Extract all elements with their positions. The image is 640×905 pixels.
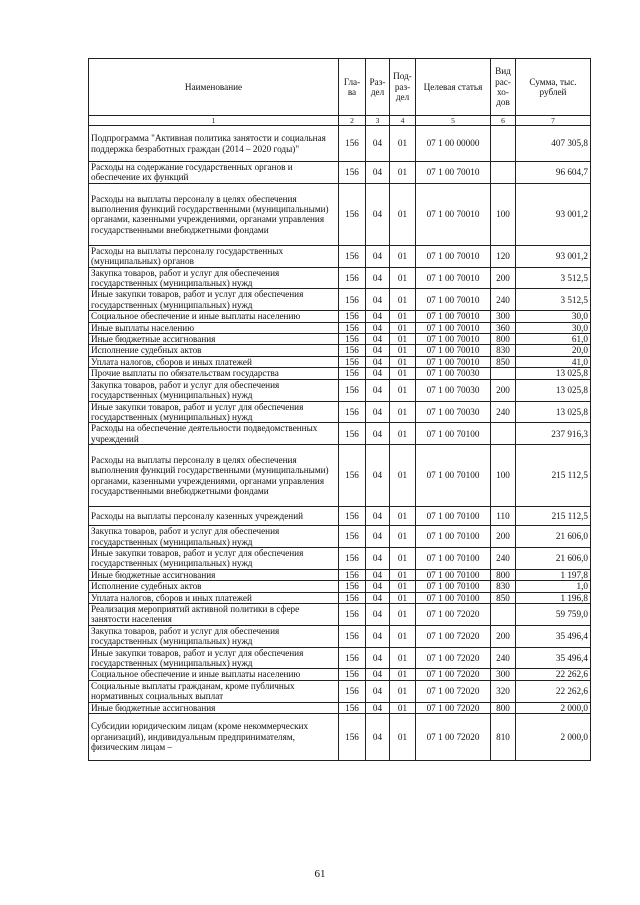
row-glava: 156 (339, 368, 366, 379)
row-summa: 59 759,0 (516, 603, 591, 625)
row-name: Расходы на выплаты персоналу в целях обеспечения выполнения функций государственными (муниципальными) органами, казенными учреждениями, органами управления государственными внебюджетными фондами (89, 183, 339, 245)
row-statya: 07 1 00 70010 (416, 183, 491, 245)
row-statya: 07 1 00 72020 (416, 647, 491, 669)
row-summa: 407 305,8 (516, 126, 591, 162)
table-row (89, 507, 591, 526)
row-name: Уплата налогов, сборов и иных платежей (89, 592, 339, 603)
column-number: 7 (516, 116, 591, 126)
row-summa: 13 025,8 (516, 368, 591, 379)
row-statya: 07 1 00 72020 (416, 669, 491, 680)
table-row (89, 267, 591, 289)
table-row (89, 334, 591, 345)
header-glava: Гла-ва (339, 59, 366, 116)
row-statya: 07 1 00 70100 (416, 547, 491, 569)
row-vid (491, 423, 516, 445)
row-summa: 21 606,0 (516, 526, 591, 548)
row-podrazdel: 01 (390, 368, 416, 379)
row-statya: 07 1 00 70030 (416, 401, 491, 423)
row-name: Закупка товаров, работ и услуг для обеспечения государственных (муниципальных) нужд (89, 379, 339, 401)
row-vid: 200 (491, 267, 516, 289)
row-podrazdel: 01 (390, 245, 416, 267)
row-vid: 830 (491, 581, 516, 592)
row-summa: 20,0 (516, 345, 591, 356)
row-glava: 156 (339, 345, 366, 356)
row-razdel: 04 (366, 592, 390, 603)
row-razdel: 04 (366, 581, 390, 592)
row-podrazdel: 01 (390, 445, 416, 507)
row-vid: 850 (491, 592, 516, 603)
row-vid: 800 (491, 569, 516, 580)
row-summa: 21 606,0 (516, 547, 591, 569)
row-statya: 07 1 00 72020 (416, 680, 491, 702)
row-name: Реализация мероприятий активной политики в сфере занятости населения (89, 603, 339, 625)
row-statya: 07 1 00 72020 (416, 625, 491, 647)
row-razdel: 04 (366, 714, 390, 761)
row-razdel: 04 (366, 289, 390, 311)
row-glava: 156 (339, 126, 366, 162)
row-statya: 07 1 00 70010 (416, 334, 491, 345)
row-statya: 07 1 00 70100 (416, 526, 491, 548)
row-podrazdel: 01 (390, 669, 416, 680)
row-podrazdel: 01 (390, 547, 416, 569)
table-row (89, 245, 591, 267)
row-summa: 237 916,3 (516, 423, 591, 445)
row-vid: 200 (491, 379, 516, 401)
row-razdel: 04 (366, 345, 390, 356)
column-number: 6 (491, 116, 516, 126)
table-row (89, 547, 591, 569)
row-statya: 07 1 00 00000 (416, 126, 491, 162)
row-summa: 1,0 (516, 581, 591, 592)
row-glava: 156 (339, 526, 366, 548)
row-razdel: 04 (366, 647, 390, 669)
row-vid: 850 (491, 356, 516, 367)
column-number: 1 (89, 116, 339, 126)
row-podrazdel: 01 (390, 507, 416, 526)
row-statya: 07 1 00 72020 (416, 714, 491, 761)
table-row (89, 680, 591, 702)
column-number-row (89, 116, 591, 126)
row-summa: 2 000,0 (516, 702, 591, 713)
row-podrazdel: 01 (390, 126, 416, 162)
row-name: Расходы на выплаты персоналу в целях обеспечения выполнения функций государственными (муниципальными) органами, казенными учреждениями, органами управления государственными внебюджетными фондами (89, 445, 339, 507)
table-row (89, 183, 591, 245)
row-podrazdel: 01 (390, 714, 416, 761)
row-glava: 156 (339, 245, 366, 267)
header-name: Наименование (89, 59, 339, 116)
row-name: Социальное обеспечение и иные выплаты населению (89, 669, 339, 680)
table-row (89, 368, 591, 379)
row-vid: 810 (491, 714, 516, 761)
header-statya: Целевая статья (416, 59, 491, 116)
table-row (89, 669, 591, 680)
row-glava: 156 (339, 423, 366, 445)
row-razdel: 04 (366, 267, 390, 289)
column-number: 3 (366, 116, 390, 126)
row-name: Расходы на выплаты персоналу государственных (муниципальных) органов (89, 245, 339, 267)
table-row (89, 603, 591, 625)
table-row (89, 526, 591, 548)
row-statya: 07 1 00 70100 (416, 569, 491, 580)
row-name: Расходы на содержание государственных органов и обеспечение их функций (89, 162, 339, 184)
row-razdel: 04 (366, 126, 390, 162)
row-glava: 156 (339, 289, 366, 311)
row-glava: 156 (339, 680, 366, 702)
row-glava: 156 (339, 311, 366, 322)
row-razdel: 04 (366, 507, 390, 526)
row-razdel: 04 (366, 245, 390, 267)
row-summa: 13 025,8 (516, 401, 591, 423)
row-podrazdel: 01 (390, 162, 416, 184)
row-summa: 35 496,4 (516, 647, 591, 669)
row-summa: 96 604,7 (516, 162, 591, 184)
row-vid: 800 (491, 702, 516, 713)
row-name: Исполнение судебных актов (89, 581, 339, 592)
row-summa: 2 000,0 (516, 714, 591, 761)
row-podrazdel: 01 (390, 526, 416, 548)
row-glava: 156 (339, 334, 366, 345)
row-glava: 156 (339, 714, 366, 761)
row-glava: 156 (339, 669, 366, 680)
row-name: Иные бюджетные ассигнования (89, 569, 339, 580)
table-row (89, 126, 591, 162)
row-vid (491, 162, 516, 184)
row-vid: 320 (491, 680, 516, 702)
row-statya: 07 1 00 70010 (416, 245, 491, 267)
table-row (89, 162, 591, 184)
row-podrazdel: 01 (390, 289, 416, 311)
row-summa: 3 512,5 (516, 267, 591, 289)
row-vid: 100 (491, 445, 516, 507)
column-number: 2 (339, 116, 366, 126)
row-summa: 35 496,4 (516, 625, 591, 647)
row-name: Иные бюджетные ассигнования (89, 334, 339, 345)
row-name: Иные закупки товаров, работ и услуг для обеспечения государственных (муниципальных) нужд (89, 647, 339, 669)
row-name: Расходы на выплаты персоналу казенных учреждений (89, 507, 339, 526)
row-name: Иные выплаты населению (89, 322, 339, 333)
row-vid: 120 (491, 245, 516, 267)
row-razdel: 04 (366, 669, 390, 680)
row-vid: 240 (491, 401, 516, 423)
row-glava: 156 (339, 569, 366, 580)
row-summa: 13 025,8 (516, 379, 591, 401)
page-number: 61 (314, 868, 326, 880)
row-vid: 100 (491, 183, 516, 245)
row-podrazdel: 01 (390, 592, 416, 603)
header-podrazdel: Под-раз-дел (390, 59, 416, 116)
header-vid: Вид рас-хо-дов (491, 59, 516, 116)
row-summa: 22 262,6 (516, 680, 591, 702)
row-statya: 07 1 00 70030 (416, 368, 491, 379)
row-name: Социальное обеспечение и иные выплаты населению (89, 311, 339, 322)
row-vid (491, 603, 516, 625)
header-razdel: Раз-дел (366, 59, 390, 116)
row-razdel: 04 (366, 603, 390, 625)
table-row (89, 647, 591, 669)
column-number: 4 (390, 116, 416, 126)
row-podrazdel: 01 (390, 603, 416, 625)
row-podrazdel: 01 (390, 379, 416, 401)
row-podrazdel: 01 (390, 423, 416, 445)
row-vid: 300 (491, 311, 516, 322)
row-razdel: 04 (366, 569, 390, 580)
row-razdel: 04 (366, 401, 390, 423)
row-glava: 156 (339, 162, 366, 184)
row-summa: 22 262,6 (516, 669, 591, 680)
row-vid: 200 (491, 625, 516, 647)
row-summa: 1 196,8 (516, 592, 591, 603)
row-vid (491, 368, 516, 379)
row-razdel: 04 (366, 526, 390, 548)
row-vid (491, 126, 516, 162)
row-glava: 156 (339, 507, 366, 526)
table-body (89, 126, 591, 761)
row-statya: 07 1 00 70010 (416, 311, 491, 322)
row-glava: 156 (339, 445, 366, 507)
row-vid: 800 (491, 334, 516, 345)
row-vid: 200 (491, 526, 516, 548)
row-razdel: 04 (366, 162, 390, 184)
table-row (89, 322, 591, 333)
table-row (89, 356, 591, 367)
row-podrazdel: 01 (390, 356, 416, 367)
row-podrazdel: 01 (390, 680, 416, 702)
table-row (89, 569, 591, 580)
row-podrazdel: 01 (390, 569, 416, 580)
table-row (89, 401, 591, 423)
row-podrazdel: 01 (390, 581, 416, 592)
header-summa: Сумма, тыс. рублей (516, 59, 591, 116)
row-razdel: 04 (366, 702, 390, 713)
row-statya: 07 1 00 70100 (416, 507, 491, 526)
row-glava: 156 (339, 356, 366, 367)
row-summa: 93 001,2 (516, 245, 591, 267)
table-row (89, 592, 591, 603)
row-statya: 07 1 00 70100 (416, 445, 491, 507)
table-row (89, 702, 591, 713)
row-razdel: 04 (366, 334, 390, 345)
row-name: Закупка товаров, работ и услуг для обеспечения государственных (муниципальных) нужд (89, 267, 339, 289)
row-statya: 07 1 00 70010 (416, 289, 491, 311)
row-podrazdel: 01 (390, 345, 416, 356)
row-glava: 156 (339, 547, 366, 569)
row-summa: 3 512,5 (516, 289, 591, 311)
row-razdel: 04 (366, 368, 390, 379)
row-name: Иные бюджетные ассигнования (89, 702, 339, 713)
row-glava: 156 (339, 379, 366, 401)
row-name: Иные закупки товаров, работ и услуг для обеспечения государственных (муниципальных) нужд (89, 289, 339, 311)
row-statya: 07 1 00 70030 (416, 379, 491, 401)
row-glava: 156 (339, 183, 366, 245)
row-glava: 156 (339, 267, 366, 289)
row-name: Иные закупки товаров, работ и услуг для обеспечения государственных (муниципальных) нужд (89, 547, 339, 569)
row-glava: 156 (339, 322, 366, 333)
row-vid: 830 (491, 345, 516, 356)
row-name: Субсидии юридическим лицам (кроме некоммерческих организаций), индивидуальным предпринимателям, физическим лицам – (89, 714, 339, 761)
row-razdel: 04 (366, 356, 390, 367)
row-podrazdel: 01 (390, 183, 416, 245)
row-statya: 07 1 00 70100 (416, 592, 491, 603)
table-row (89, 714, 591, 761)
row-summa: 93 001,2 (516, 183, 591, 245)
row-vid: 240 (491, 289, 516, 311)
row-summa: 61,0 (516, 334, 591, 345)
row-glava: 156 (339, 625, 366, 647)
row-name: Прочие выплаты по обязательствам государства (89, 368, 339, 379)
row-statya: 07 1 00 70010 (416, 267, 491, 289)
row-name: Исполнение судебных актов (89, 345, 339, 356)
row-razdel: 04 (366, 625, 390, 647)
table-row (89, 379, 591, 401)
row-summa: 1 197,8 (516, 569, 591, 580)
row-statya: 07 1 00 70010 (416, 356, 491, 367)
row-podrazdel: 01 (390, 401, 416, 423)
row-statya: 07 1 00 70010 (416, 345, 491, 356)
row-vid: 240 (491, 647, 516, 669)
row-summa: 41,0 (516, 356, 591, 367)
row-podrazdel: 01 (390, 647, 416, 669)
row-statya: 07 1 00 70010 (416, 322, 491, 333)
row-podrazdel: 01 (390, 625, 416, 647)
table-row (89, 581, 591, 592)
row-name: Закупка товаров, работ и услуг для обеспечения государственных (муниципальных) нужд (89, 625, 339, 647)
row-statya: 07 1 00 72020 (416, 603, 491, 625)
row-statya: 07 1 00 70100 (416, 581, 491, 592)
row-statya: 07 1 00 70100 (416, 423, 491, 445)
row-summa: 215 112,5 (516, 507, 591, 526)
row-vid: 240 (491, 547, 516, 569)
row-statya: 07 1 00 70010 (416, 162, 491, 184)
row-vid: 300 (491, 669, 516, 680)
table-row (89, 311, 591, 322)
row-summa: 30,0 (516, 322, 591, 333)
row-vid: 110 (491, 507, 516, 526)
row-razdel: 04 (366, 680, 390, 702)
table-row (89, 445, 591, 507)
row-name: Закупка товаров, работ и услуг для обеспечения государственных (муниципальных) нужд (89, 526, 339, 548)
row-razdel: 04 (366, 547, 390, 569)
row-podrazdel: 01 (390, 702, 416, 713)
row-glava: 156 (339, 702, 366, 713)
budget-table (88, 58, 591, 761)
row-razdel: 04 (366, 322, 390, 333)
row-vid: 360 (491, 322, 516, 333)
row-glava: 156 (339, 603, 366, 625)
row-statya: 07 1 00 72020 (416, 702, 491, 713)
row-podrazdel: 01 (390, 311, 416, 322)
table-row (89, 345, 591, 356)
row-podrazdel: 01 (390, 267, 416, 289)
row-summa: 30,0 (516, 311, 591, 322)
table-row (89, 625, 591, 647)
row-podrazdel: 01 (390, 334, 416, 345)
row-name: Уплата налогов, сборов и иных платежей (89, 356, 339, 367)
row-glava: 156 (339, 592, 366, 603)
row-name: Социальные выплаты гражданам, кроме публичных нормативных социальных выплат (89, 680, 339, 702)
table-row (89, 423, 591, 445)
column-number: 5 (416, 116, 491, 126)
row-glava: 156 (339, 647, 366, 669)
row-name: Подпрограмма "Активная политика занятости и социальная поддержка безработных граждан (2014 – 2020 годы)" (89, 126, 339, 162)
row-summa: 215 112,5 (516, 445, 591, 507)
row-razdel: 04 (366, 183, 390, 245)
row-razdel: 04 (366, 311, 390, 322)
row-razdel: 04 (366, 379, 390, 401)
row-razdel: 04 (366, 445, 390, 507)
table-row (89, 289, 591, 311)
row-podrazdel: 01 (390, 322, 416, 333)
row-glava: 156 (339, 581, 366, 592)
row-razdel: 04 (366, 423, 390, 445)
header-row (89, 59, 591, 116)
row-name: Расходы на обеспечение деятельности подведомственных учреждений (89, 423, 339, 445)
row-name: Иные закупки товаров, работ и услуг для обеспечения государственных (муниципальных) нужд (89, 401, 339, 423)
row-glava: 156 (339, 401, 366, 423)
